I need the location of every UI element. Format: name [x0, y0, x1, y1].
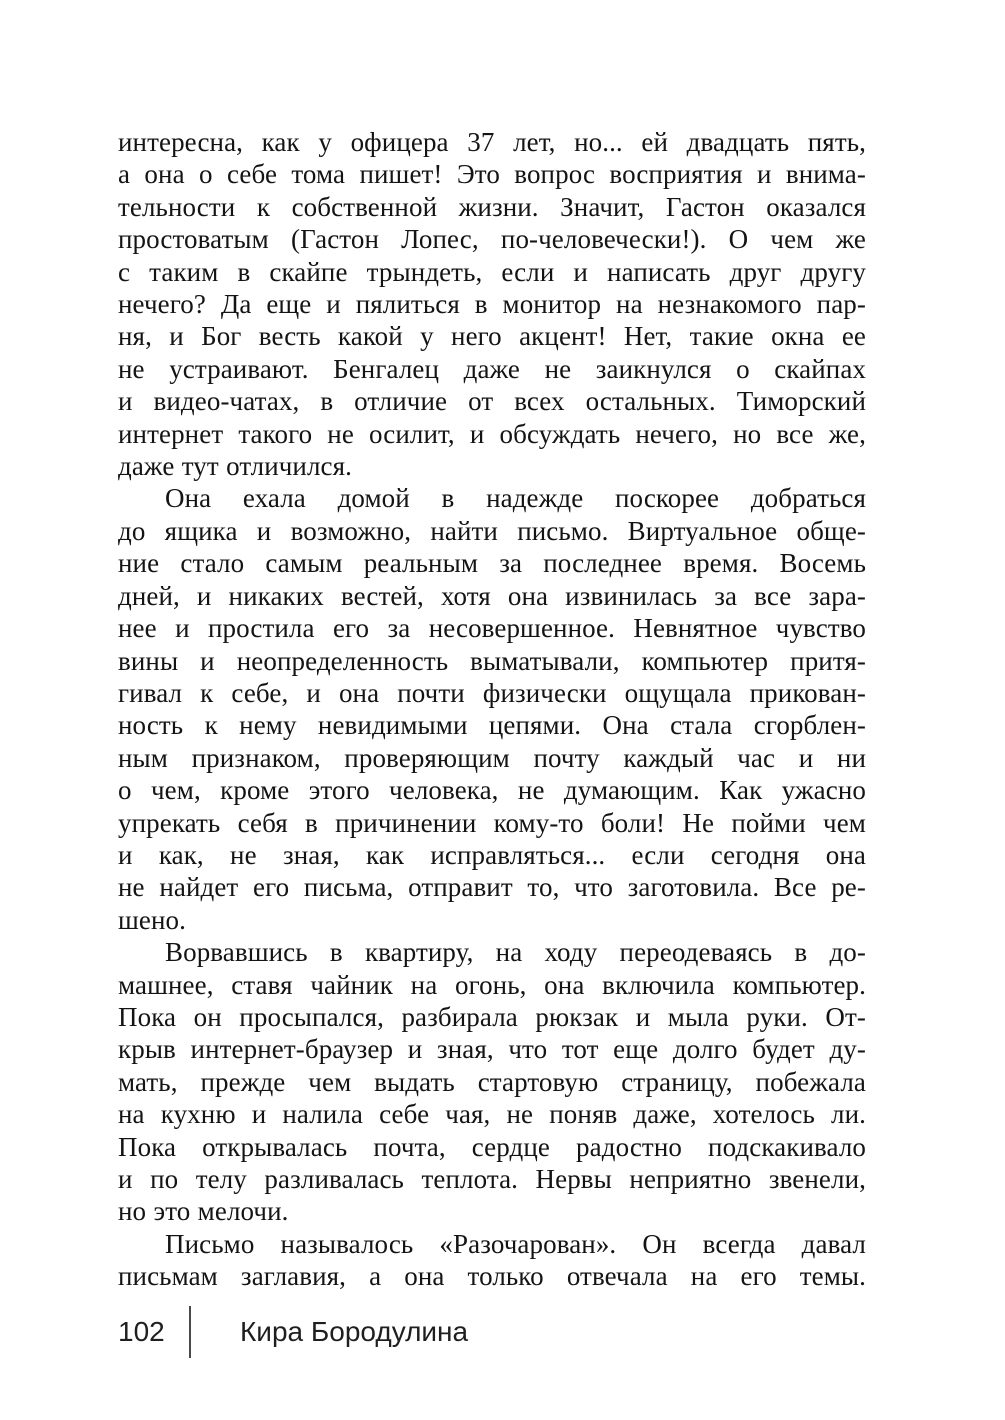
text-line: ность к нему невидимыми цепями. Она стала сгорблен-: [118, 710, 866, 741]
text-line: даже тут отличился.: [118, 451, 352, 482]
text-line: и по телу разливалась теплота. Нервы неприятно звенели,: [118, 1164, 866, 1194]
text-line: Пока он просыпался, разбирала рюкзак и мыла руки. От-: [118, 1001, 866, 1032]
text-line: мать, прежде чем выдать стартовую страницу, побежала: [118, 1066, 866, 1097]
text-line: Пока открывалась почта, сердце радостно подскакивало: [118, 1131, 866, 1162]
text-line: интернет такого не осилит, и обсуждать нечего, но все же,: [118, 418, 866, 449]
text-line: не устраивают. Бенгалец даже не заикнулся о скайпах: [118, 353, 866, 384]
text-line: и как, не зная, как исправляться... если сегодня она: [118, 839, 866, 870]
text-line: нечего? Да еще и пялиться в монитор на незнакомого пар-: [118, 289, 866, 320]
text-line: тельности к собственной жизни. Значит, Гастон оказался: [118, 191, 866, 222]
text-line: ным признаком, проверяющим почту каждый час и ни: [118, 742, 866, 773]
text-line: крыв интернет-браузер и зная, что тот еще долго будет ду-: [118, 1034, 866, 1065]
footer-divider: [189, 1306, 191, 1358]
text-line: гивал к себе, и она почти физически ощущала прикован-: [118, 677, 866, 708]
text-line: Она ехала домой в надежде поскорее добраться: [165, 483, 866, 514]
page-number: 102: [118, 1316, 165, 1347]
text-line: ние стало самым реальным за последнее время. Восемь: [118, 548, 866, 579]
page-footer: [118, 1306, 468, 1358]
text-line: вины и неопределенность выматывали, компьютер притя-: [118, 645, 866, 676]
text-line: ня, и Бог весть какой у него акцент! Нет, такие окна ее: [118, 321, 866, 352]
text-line: о чем, кроме этого человека, не думающим. Как ужасно: [118, 775, 866, 806]
text-line: а она о себе тома пишет! Это вопрос восприятия и внима-: [118, 159, 866, 190]
text-line: упрекать себя в причинении кому-то боли! Не пойми чем: [118, 807, 866, 838]
page-text: [118, 126, 866, 1293]
text-line: простоватым (Гастон Лопес, по-человечески!). О чем же: [118, 224, 866, 255]
text-line: не найдет его письма, отправит то, что заготовила. Все ре-: [118, 872, 866, 903]
text-line: машнее, ставя чайник на огонь, она включила компьютер.: [118, 969, 866, 1000]
text-line: но это мелочи.: [118, 1196, 289, 1227]
text-line: нее и простила его за несовершенное. Невнятное чувство: [118, 613, 866, 644]
author-name: Кира Бородулина: [240, 1316, 469, 1347]
text-line: шено.: [118, 904, 186, 935]
text-line: Письмо называлось «Разочарован». Он всегда давал: [165, 1228, 866, 1259]
text-line: письмам заглавия, а она только отвечала на его темы.: [118, 1261, 866, 1292]
text-line: Ворвавшись в квартиру, на ходу переодеваясь в до-: [165, 937, 866, 968]
text-line: на кухню и налила себе чая, не поняв даже, хотелось ли.: [118, 1099, 866, 1130]
text-line: до ящика и возможно, найти письмо. Виртуальное обще-: [118, 515, 866, 546]
text-line: интересна, как у офицера 37 лет, но... ей двадцать пять,: [118, 127, 866, 157]
text-line: с таким в скайпе трындеть, если и написать друг другу: [118, 256, 866, 287]
text-line: и видео-чатах, в отличие от всех остальных. Тиморский: [118, 386, 866, 417]
text-line: дней, и никаких вестей, хотя она извинилась за все зара-: [118, 580, 866, 611]
